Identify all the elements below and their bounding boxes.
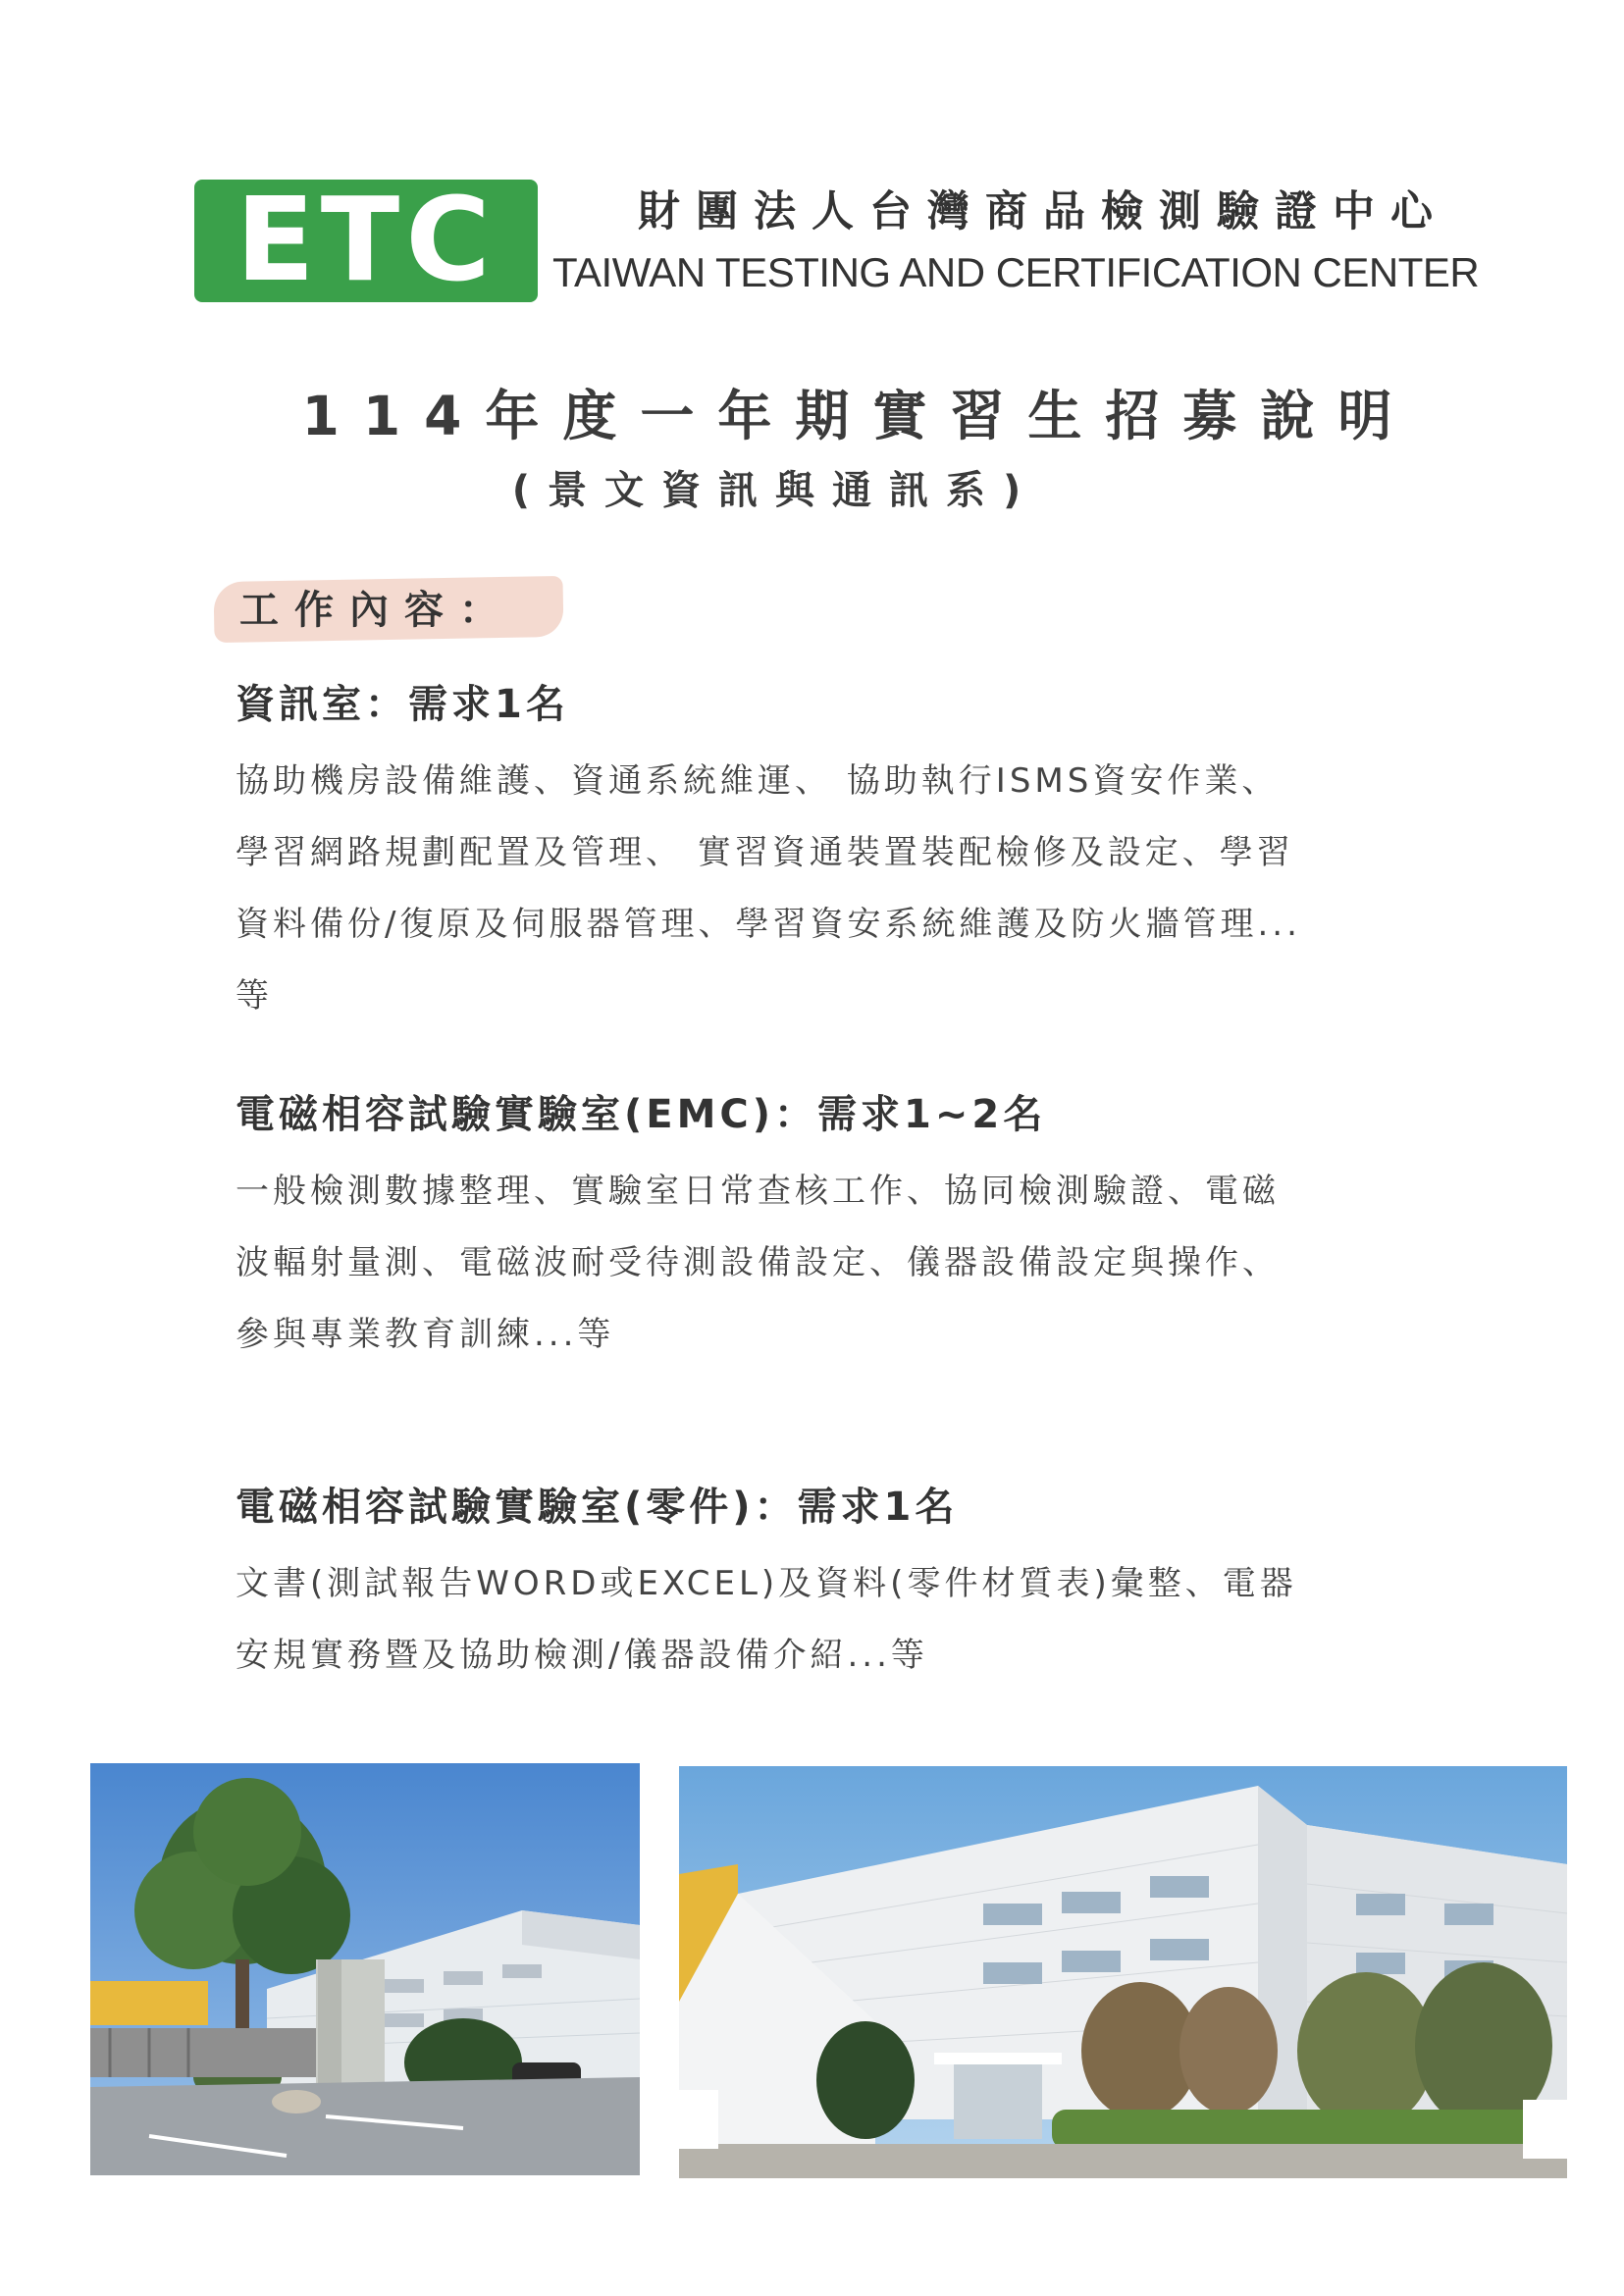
job-description-line: 波輻射量測、電磁波耐受待測設備設定、儀器設備設定與操作、	[236, 1243, 1280, 1282]
job-description-line: 安規實務暨及協助檢測/儀器設備介紹...等	[236, 1636, 928, 1675]
job-block-it-office	[236, 677, 1433, 1032]
job-block-components-lab	[236, 1480, 1433, 1692]
etc-logo	[194, 171, 538, 307]
job-description	[236, 746, 1433, 1032]
job-title: 電磁相容試驗實驗室(零件)：需求1名	[236, 1485, 959, 1530]
job-description-line: 學習網路規劃配置及管理、 實習資通裝置裝配檢修及設定、學習	[236, 833, 1294, 872]
job-title: 電磁相容試驗實驗室(EMC)：需求1~2名	[236, 1092, 1047, 1137]
job-description-line: 協助機房設備維護、資通系統維運、 協助執行ISMS資安作業、	[236, 761, 1280, 801]
job-description-line: 參與專業教育訓練...等	[236, 1315, 615, 1354]
logo-text: ETC	[236, 171, 497, 307]
job-description-line: 一般檢測數據整理、實驗室日常查核工作、協同檢測驗證、電磁	[236, 1172, 1280, 1211]
job-block-emc-lab	[236, 1087, 1433, 1371]
org-name-chinese: 財團法人台灣商品檢測驗證中心	[638, 187, 1448, 236]
job-description	[236, 1156, 1433, 1371]
job-description	[236, 1548, 1433, 1692]
page-subtitle: (景文資訊與通訊系)	[511, 468, 1039, 513]
job-description-line: 文書(測試報告WORD或EXCEL)及資料(零件材質表)彙整、電器	[236, 1564, 1297, 1603]
job-title: 資訊室：需求1名	[236, 682, 569, 727]
building-photo-left	[90, 1763, 640, 2175]
job-description-line: 等	[236, 976, 273, 1016]
section-heading-job-content: 工作內容：	[239, 588, 514, 633]
building-photo-right	[679, 1766, 1567, 2178]
page-title: 114年度一年期實習生招募說明	[301, 385, 1416, 447]
job-description-line: 資料備份/復原及伺服器管理、學習資安系統維護及防火牆管理...	[236, 905, 1301, 944]
org-name-english: TAIWAN TESTING AND CERTIFICATION CENTER	[552, 249, 1480, 295]
